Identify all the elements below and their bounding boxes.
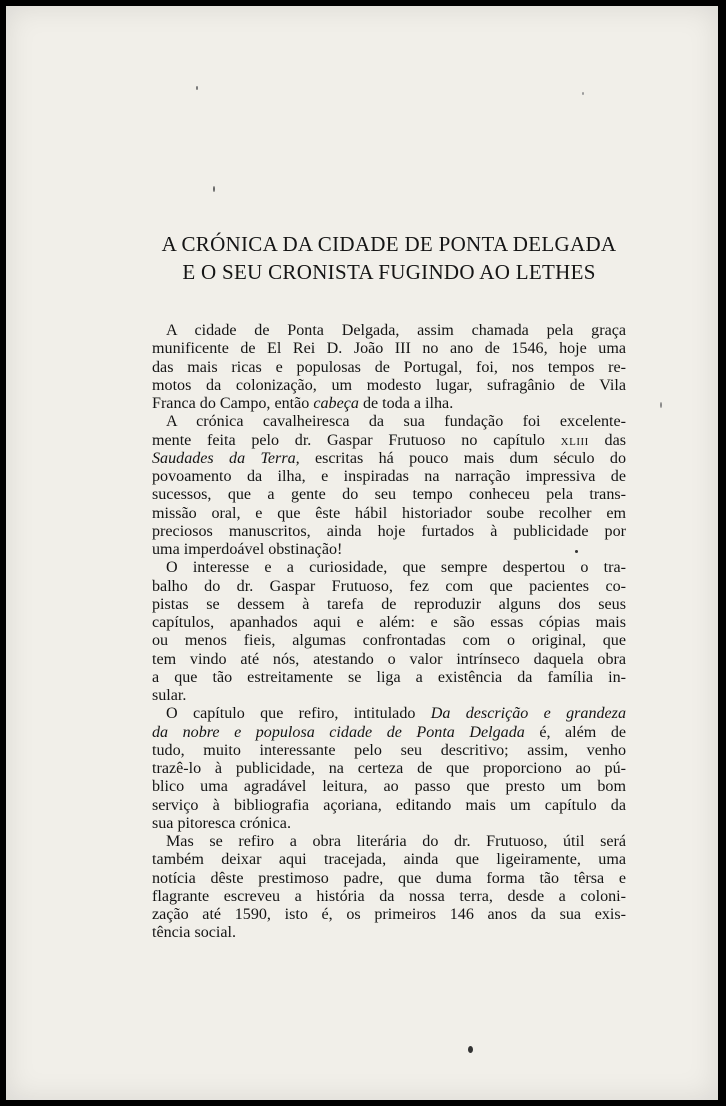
ink-speck bbox=[468, 1046, 473, 1053]
page bbox=[6, 6, 718, 1100]
text-line: flagrante escreveu a história da nossa terra, desde a coloni- bbox=[152, 887, 626, 905]
text-line: tência social. bbox=[152, 924, 237, 942]
text-line: serviço à bibliografia açoriana, editando mais um capítulo da bbox=[152, 796, 626, 814]
text-line: sucessos, que a gente do seu tempo conheceu pela trans- bbox=[152, 486, 626, 504]
text-line: Saudades da Terra, escritas há pouco mais dum século do bbox=[152, 449, 626, 467]
article-body bbox=[152, 322, 626, 943]
text-line: blico uma agradável leitura, ao passo que presto um bom bbox=[152, 778, 626, 796]
text-line: tem vindo até nós, atestando o valor intrínseco daquela obra bbox=[152, 650, 626, 668]
text-line: da nobre e populosa cidade de Ponta Delgada é, além de bbox=[152, 723, 626, 741]
text-line: a que tão estreitamente se liga a existência da família in- bbox=[152, 668, 626, 686]
paragraph bbox=[152, 705, 626, 833]
text-line: motos da colonização, um modesto lugar, sufragânio de Vila bbox=[152, 376, 626, 394]
title-line-2: E O SEU CRONISTA FUGINDO AO LETHES bbox=[182, 260, 596, 284]
text-line: balho do dr. Gaspar Frutuoso, fez com que pacientes co- bbox=[152, 577, 626, 595]
text-line: munificente de El Rei D. João III no ano de 1546, hoje uma bbox=[152, 340, 626, 358]
text-line: sular. bbox=[152, 687, 187, 704]
text-line: povoamento da ilha, e inspiradas na narração impressiva de bbox=[152, 468, 626, 485]
text-line: pistas se dessem à tarefa de reproduzir alguns dos seus bbox=[152, 595, 626, 613]
text-line: capítulos, apanhados aqui e além: e são essas cópias mais bbox=[152, 614, 626, 631]
text-line: O capítulo que refiro, intitulado Da descrição e grandeza bbox=[166, 705, 626, 723]
text-line: ou menos fieis, algumas confrontadas com o original, que bbox=[152, 632, 626, 650]
text-line: Mas se refiro a obra literária do dr. Frutuoso, útil será bbox=[166, 833, 626, 850]
ink-speck bbox=[213, 186, 215, 192]
text-line: Franca do Campo, então cabeça de toda a ilha. bbox=[152, 395, 454, 412]
text-line: preciosos manuscritos, ainda hoje furtados à publicidade por bbox=[152, 522, 626, 540]
text-line: A cidade de Ponta Delgada, assim chamada pela graça bbox=[166, 322, 626, 339]
text-line: zação até 1590, isto é, os primeiros 146 anos da sua exis- bbox=[152, 906, 626, 923]
text-line: missão oral, e que êste hábil historiador soube recolher em bbox=[152, 504, 626, 522]
page-title bbox=[144, 230, 634, 286]
paragraph bbox=[152, 413, 626, 559]
text-line: notícia dêste prestimoso padre, que duma forma tão têrsa e bbox=[152, 869, 626, 887]
paragraph bbox=[152, 559, 626, 705]
text-line: mente feita pelo dr. Gaspar Frutuoso no capítulo xliii das bbox=[152, 431, 626, 449]
text-line: também deixar aqui tracejada, ainda que ligeiramente, uma bbox=[152, 851, 626, 869]
ink-speck bbox=[582, 92, 584, 95]
text-line: trazê-lo à publicidade, na certeza de que proporciono ao pú- bbox=[152, 760, 626, 777]
paragraph bbox=[152, 322, 626, 413]
ink-speck bbox=[575, 550, 578, 553]
text-line: O interesse e a curiosidade, que sempre despertou o tra- bbox=[166, 559, 626, 577]
text-line: uma imperdoável obstinação! bbox=[152, 541, 343, 558]
ink-speck bbox=[660, 402, 662, 408]
ink-speck bbox=[196, 86, 198, 90]
title-line-1: A CRÓNICA DA CIDADE DE PONTA DELGADA bbox=[161, 232, 617, 256]
paragraph bbox=[152, 833, 626, 943]
text-line: das mais ricas e populosas de Portugal, foi, nos tempos re- bbox=[152, 358, 626, 376]
text-line: tudo, muito interessante pelo seu descritivo; assim, venho bbox=[152, 741, 626, 759]
text-line: A crónica cavalheiresca da sua fundação foi excelente- bbox=[166, 413, 626, 431]
text-line: sua pitoresca crónica. bbox=[152, 814, 291, 832]
